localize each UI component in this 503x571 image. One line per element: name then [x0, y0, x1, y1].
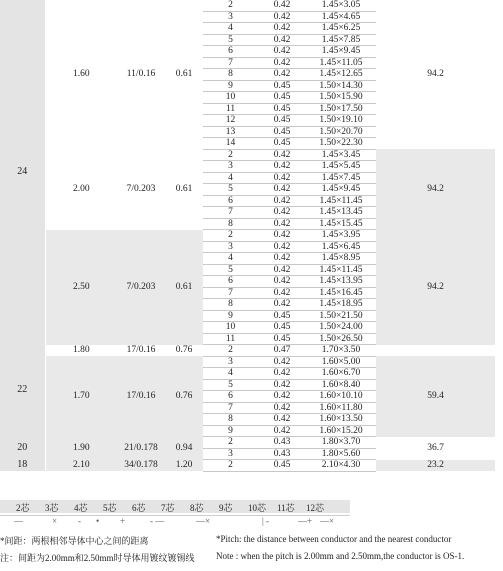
size-cell: 1.45×9.45: [306, 184, 376, 196]
group-cell: 1.60: [72, 69, 90, 80]
insul-cell: 0.61: [175, 69, 193, 80]
pitch-cell: 0.45: [258, 138, 306, 150]
core-cell: 3: [203, 241, 258, 253]
line-symbol: | -: [262, 516, 270, 526]
strand-cell: 7/0.203: [117, 230, 165, 345]
awg-cell: 22: [0, 345, 45, 437]
pitch-cell: 0.42: [258, 172, 306, 184]
size-cell: 1.45×16.45: [306, 287, 376, 299]
pitch-cell: 0.42: [258, 241, 306, 253]
size-cell: 1.45×7.85: [306, 34, 376, 46]
group-cell: 2.10: [45, 460, 117, 472]
size-cell: 2.10×4.30: [306, 460, 376, 472]
impedance-cell: 36.7: [427, 442, 444, 453]
pitch-cell: 0.43: [258, 448, 306, 460]
table-row: [0, 230, 495, 242]
core-cell: 3: [203, 356, 258, 368]
size-cell: 1.45×3.45: [306, 149, 376, 161]
line-symbol: •: [96, 516, 100, 526]
pitch-note-cn: *间距：两根相邻导体中心之间的距离: [0, 536, 149, 546]
core-cell: 8: [203, 299, 258, 311]
core-cell: 2: [203, 345, 258, 357]
core-cell: 11: [203, 333, 258, 345]
size-cell: 1.45×11.05: [306, 57, 376, 69]
size-cell: 1.45×7.45: [306, 172, 376, 184]
pitch-cell: 0.42: [258, 34, 306, 46]
core-cell: 6: [203, 46, 258, 58]
pitch-cell: 0.42: [258, 379, 306, 391]
core-cell: 9: [203, 80, 258, 92]
pitch-cell: 0.45: [258, 92, 306, 104]
core-count-label: 6芯: [132, 503, 146, 513]
pitch-cell: 0.45: [258, 333, 306, 345]
insul-cell: 0.61: [175, 184, 193, 194]
table-row: [0, 0, 495, 11]
insul-cell: 0.94: [165, 437, 203, 460]
strand-cell: 17/0.16: [117, 356, 165, 437]
core-cell: 5: [203, 264, 258, 276]
pitch-cell: 0.42: [258, 0, 306, 11]
size-cell: 1.60×15.20: [306, 425, 376, 437]
group-cell: 1.80: [72, 345, 90, 355]
size-cell: 1.45×15.45: [306, 218, 376, 230]
size-cell: 1.60×5.00: [306, 356, 376, 368]
core-cell: 5: [203, 184, 258, 196]
pitch-cell: 0.42: [258, 195, 306, 207]
pitch-cell: 0.42: [258, 57, 306, 69]
core-cell: 12: [203, 115, 258, 127]
pitch-cell: 0.47: [258, 345, 306, 357]
core-cell: 7: [203, 57, 258, 69]
core-cell: 6: [203, 276, 258, 288]
insul-cell: 0.61: [165, 230, 203, 345]
pitch-cell: 0.42: [258, 207, 306, 219]
size-cell: 1.45×18.95: [306, 299, 376, 311]
core-count-label: 9芯: [219, 503, 233, 513]
core-cell: 5: [203, 379, 258, 391]
core-cell: 5: [203, 34, 258, 46]
line-symbol: —×: [320, 516, 335, 526]
awg-cell: 18: [0, 460, 45, 472]
strand-cell: 11/0.16: [126, 69, 156, 80]
pitch-cell: 0.42: [258, 356, 306, 368]
core-cell: 2: [203, 460, 258, 472]
core-cell: 7: [203, 402, 258, 414]
pitch-cell: 0.42: [258, 46, 306, 58]
core-cell: 2: [203, 0, 258, 11]
notes: [0, 534, 503, 571]
core-cell: 4: [203, 23, 258, 35]
line-symbol: +: [120, 516, 126, 526]
group-cell: 2.50: [45, 230, 117, 345]
pitch-cell: 0.42: [258, 69, 306, 81]
pitch-cell: 0.42: [258, 11, 306, 23]
line-symbol: —+: [298, 516, 313, 526]
core-cell: 2: [203, 149, 258, 161]
pitch-cell: 0.42: [258, 287, 306, 299]
impedance-cell: 23.2: [376, 460, 495, 472]
pitch-cell: 0.42: [258, 264, 306, 276]
core-count-label: 10芯: [248, 503, 267, 513]
line-symbol: —×: [196, 516, 211, 526]
size-cell: 1.50×26.50: [306, 333, 376, 345]
pitch-cell: 0.42: [258, 414, 306, 426]
pitch-cell: 0.45: [258, 322, 306, 334]
core-cell: 8: [203, 69, 258, 81]
pitch-cell: 0.42: [258, 218, 306, 230]
size-cell: 1.45×13.95: [306, 276, 376, 288]
pitch-cell: 0.42: [258, 425, 306, 437]
core-count-row: [0, 500, 350, 513]
pitch-cell: 0.45: [258, 103, 306, 115]
group-cell: 1.90: [45, 437, 117, 460]
size-cell: 1.45×3.95: [306, 230, 376, 242]
core-count-label: 7芯: [161, 503, 175, 513]
pitch-cell: 0.42: [258, 276, 306, 288]
size-cell: 1.80×3.70: [306, 437, 376, 449]
pitch-cell: 0.42: [258, 161, 306, 173]
size-cell: 1.50×17.50: [306, 103, 376, 115]
core-cell: 6: [203, 195, 258, 207]
strand-cell: 21/0.178: [117, 437, 165, 460]
size-cell: 1.60×6.70: [306, 368, 376, 380]
impedance-cell: 94.2: [427, 69, 444, 80]
pitch-cell: 0.42: [258, 253, 306, 265]
group-cell: 2.00: [72, 184, 90, 194]
pitch-cell: 0.45: [258, 310, 306, 322]
core-count-label: 4芯: [74, 503, 88, 513]
impedance-cell: [376, 345, 495, 357]
size-cell: 1.60×13.50: [306, 414, 376, 426]
pitch-cell: 0.42: [258, 299, 306, 311]
size-cell: 1.45×11.45: [306, 195, 376, 207]
impedance-cell: 59.4: [376, 356, 495, 437]
impedance-cell: 94.2: [376, 149, 495, 230]
insul-cell: 0.76: [165, 356, 203, 437]
group-cell: 1.70: [45, 356, 117, 437]
core-cell: 2: [203, 230, 258, 242]
table-row: [0, 149, 495, 161]
size-cell: 1.50×15.90: [306, 92, 376, 104]
awg-cell: 20: [0, 437, 45, 460]
core-cell: 3: [203, 161, 258, 173]
size-cell: 1.80×5.60: [306, 448, 376, 460]
core-cell: 10: [203, 92, 258, 104]
pitch-cell: 0.42: [258, 402, 306, 414]
core-cell: 2: [203, 437, 258, 449]
core-cell: 7: [203, 287, 258, 299]
core-cell: 6: [203, 391, 258, 403]
table-row: [0, 356, 495, 368]
core-cell: 3: [203, 448, 258, 460]
strand-cell: 17/0.16: [126, 345, 156, 355]
size-cell: 1.45×8.95: [306, 253, 376, 265]
size-cell: 1.60×10.10: [306, 391, 376, 403]
pitch-cell: 0.45: [258, 460, 306, 472]
core-legend: [0, 500, 503, 530]
insul-cell: 1.20: [165, 460, 203, 472]
core-count-label: 5芯: [103, 503, 117, 513]
core-count-label: 11芯: [277, 503, 295, 513]
size-cell: 1.50×22.30: [306, 138, 376, 150]
line-symbol: - —: [150, 516, 165, 526]
size-cell: 1.45×5.45: [306, 161, 376, 173]
conductor-note-cn: 注：间距为2.00mm和2.50mm时导体用镀纹镀锡线: [0, 553, 195, 563]
table-row: [0, 437, 495, 449]
size-cell: 1.45×13.45: [306, 207, 376, 219]
pitch-cell: 0.45: [258, 80, 306, 92]
core-count-label: 12芯: [306, 503, 325, 513]
size-cell: 1.50×20.70: [306, 126, 376, 138]
core-cell: 7: [203, 207, 258, 219]
core-count-label: 3芯: [45, 503, 59, 513]
strand-cell: 7/0.203: [126, 184, 156, 194]
line-symbol: -: [78, 516, 81, 526]
core-cell: 3: [203, 11, 258, 23]
impedance-cell: 94.2: [376, 230, 495, 345]
size-cell: 1.45×9.45: [306, 46, 376, 58]
core-cell: 8: [203, 218, 258, 230]
line-symbol: —: [14, 516, 23, 526]
pitch-note-en: *Pitch: the distance between conductor and the nearest conductor: [216, 534, 452, 544]
size-cell: 1.60×8.40: [306, 379, 376, 391]
strand-cell: 34/0.178: [117, 460, 165, 472]
line-symbol: ×: [52, 516, 58, 526]
core-count-label: 2芯: [16, 503, 30, 513]
awg-cell: 24: [0, 0, 45, 345]
core-cell: 8: [203, 414, 258, 426]
size-cell: 1.45×4.65: [306, 11, 376, 23]
core-cell: 9: [203, 310, 258, 322]
size-cell: 1.45×3.05: [306, 0, 376, 11]
pitch-cell: 0.42: [258, 391, 306, 403]
core-cell: 4: [203, 368, 258, 380]
core-count-label: 8芯: [190, 503, 204, 513]
symbol-row: [0, 515, 350, 529]
core-cell: 9: [203, 425, 258, 437]
pitch-cell: 0.43: [258, 437, 306, 449]
size-cell: 1.50×19.10: [306, 115, 376, 127]
table-row: [0, 460, 495, 472]
pitch-cell: 0.42: [258, 230, 306, 242]
core-cell: 10: [203, 322, 258, 334]
core-cell: 11: [203, 103, 258, 115]
pitch-cell: 0.42: [258, 149, 306, 161]
table-row: [0, 345, 495, 357]
size-cell: 1.45×6.25: [306, 23, 376, 35]
size-cell: 1.45×11.45: [306, 264, 376, 276]
size-cell: 1.45×12.65: [306, 69, 376, 81]
size-cell: 1.50×14.30: [306, 80, 376, 92]
core-cell: 4: [203, 253, 258, 265]
core-cell: 4: [203, 172, 258, 184]
size-cell: 1.60×11.80: [306, 402, 376, 414]
size-cell: 1.50×24.00: [306, 322, 376, 334]
pitch-cell: 0.42: [258, 184, 306, 196]
pitch-cell: 0.42: [258, 368, 306, 380]
pitch-cell: 0.42: [258, 23, 306, 35]
size-cell: 1.70×3.50: [306, 345, 376, 357]
conductor-note-en: Note : when the pitch is 2.00mm and 2.50mm,the conductor is OS-1.: [216, 551, 465, 561]
core-cell: 13: [203, 126, 258, 138]
size-cell: 1.45×6.45: [306, 241, 376, 253]
core-cell: 14: [203, 138, 258, 150]
insul-cell: 0.76: [175, 345, 193, 355]
pitch-cell: 0.45: [258, 115, 306, 127]
size-cell: 1.50×21.50: [306, 310, 376, 322]
pitch-cell: 0.45: [258, 126, 306, 138]
